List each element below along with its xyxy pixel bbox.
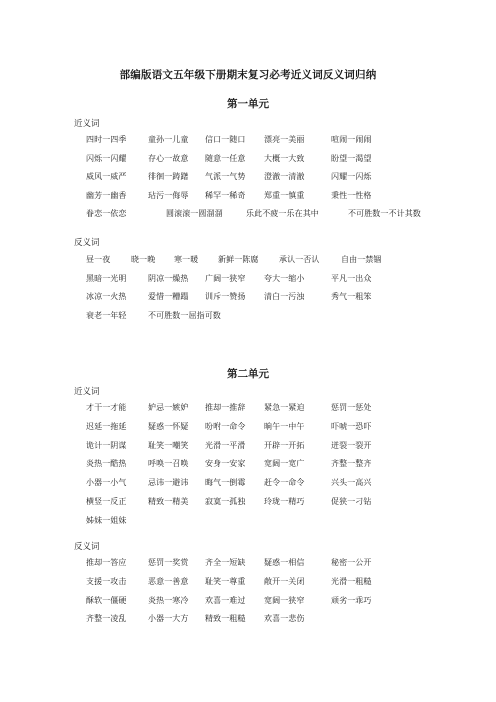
word-pair: 气派一气势 (205, 172, 246, 181)
word-pair: 支援一攻击 (86, 576, 127, 586)
unit1-antonym-label: 反义词 (74, 238, 100, 248)
unit2-synonym-label: 近义词 (74, 387, 100, 397)
word-pair: 赶令一命令 (264, 478, 305, 488)
word-pair: 诡计一阴谋 (86, 440, 127, 450)
word-pair: 顽劣一乖巧 (331, 595, 372, 605)
word-pair: 炎热一酷热 (86, 459, 127, 469)
word-pair: 秘密一公开 (331, 558, 372, 567)
word-pair: 疑惑一相信 (264, 558, 305, 567)
word-pair: 阴凉一燥热 (148, 273, 189, 283)
word-pair: 兴头一高兴 (331, 478, 372, 488)
word-pair: 清白一污浊 (264, 292, 305, 301)
word-pair: 不可胜数一不计其数 (348, 209, 421, 218)
unit2-antonym-label: 反义词 (74, 542, 100, 552)
word-pair: 惩罚一奖赏 (148, 558, 189, 567)
word-pair: 郑重一慎重 (264, 190, 305, 200)
word-pair: 推却一答应 (86, 558, 127, 567)
word-pair: 光滑一粗糙 (331, 576, 372, 586)
word-pair: 吩咐一命令 (205, 421, 246, 431)
word-pair: 妒忌一嫉妒 (148, 403, 189, 412)
word-pair: 童孙一儿童 (148, 135, 189, 144)
word-pair: 晦气一倒霉 (205, 478, 246, 488)
word-pair: 迟延一拖延 (86, 421, 127, 431)
word-pair: 晌午一中午 (264, 421, 305, 431)
word-pair: 不可胜数一屈指可数 (148, 310, 221, 320)
word-pair: 承认一否认 (279, 255, 320, 264)
word-pair: 乐此不疲一乐在其中 (246, 209, 319, 218)
word-pair: 爱惜一糟蹋 (148, 292, 189, 301)
word-pair: 欢喜一难过 (205, 595, 246, 605)
word-pair: 吓唬一恐吓 (331, 421, 372, 431)
word-pair: 衰老一年轻 (86, 310, 127, 320)
word-pair: 漂亮一美丽 (264, 135, 305, 144)
word-pair: 姊妹一姐妹 (86, 515, 127, 525)
word-pair: 眷恋一依恋 (86, 209, 127, 218)
word-pair: 齐整一整齐 (331, 459, 372, 469)
word-pair: 安身一安家 (205, 459, 246, 469)
word-pair: 推却一推辞 (205, 403, 246, 412)
word-pair: 精致一精美 (148, 497, 189, 506)
word-pair: 稀罕一稀奇 (205, 190, 246, 200)
word-pair: 随意一任意 (205, 153, 246, 163)
word-pair: 呼唤一召唤 (148, 459, 189, 469)
word-pair: 威风一威严 (86, 172, 127, 181)
word-pair: 耻笑一尊重 (205, 576, 246, 586)
word-pair: 宽阔一宽广 (264, 459, 305, 469)
word-pair: 存心一故意 (148, 153, 189, 163)
unit1-title: 第一单元 (227, 98, 269, 110)
word-pair: 昼一夜 (86, 255, 111, 264)
word-pair: 促狭一刁钻 (331, 497, 372, 506)
word-pair: 忌讳一避讳 (148, 478, 189, 488)
word-pair: 新鲜一陈腐 (218, 255, 259, 264)
word-pair: 冰凉一火热 (86, 292, 127, 301)
word-pair: 平凡一出众 (331, 273, 372, 283)
word-pair: 自由一禁锢 (341, 255, 382, 264)
word-pair: 四时一四季 (86, 135, 127, 144)
word-pair: 小器一大方 (148, 614, 189, 624)
word-pair: 恶意一善意 (148, 576, 189, 586)
word-pair: 信口一随口 (205, 135, 246, 144)
word-pair: 寂寞一孤独 (205, 497, 246, 506)
unit1-synonym-label: 近义词 (74, 119, 100, 129)
word-pair: 秉性一性格 (331, 190, 372, 200)
word-pair: 紧急一紧迫 (264, 403, 305, 412)
word-pair: 广阔一狭窄 (205, 273, 246, 283)
word-pair: 光滑一平滑 (205, 440, 246, 450)
word-pair: 圆滚滚一圆溜溜 (166, 209, 223, 218)
word-pair: 耻笑一嘲笑 (148, 440, 189, 450)
word-pair: 酥软一僵硬 (86, 595, 127, 605)
word-pair: 迸裂一裂开 (331, 440, 372, 450)
word-pair: 宽阔一狭窄 (264, 595, 305, 605)
word-pair: 盼望一渴望 (331, 153, 372, 163)
word-pair: 玷污一侮辱 (148, 190, 189, 200)
word-pair: 惩罚一惩处 (331, 403, 372, 412)
word-pair: 夸大一缩小 (264, 273, 305, 283)
word-pair: 徘徊一踌躇 (148, 172, 189, 181)
word-pair: 开辟一开拓 (264, 440, 305, 450)
word-pair: 澄澈一清澈 (264, 172, 305, 181)
word-pair: 喧闹一闹闹 (331, 135, 372, 144)
word-pair: 敞开一关闭 (264, 576, 305, 586)
word-pair: 黑暗一光明 (86, 273, 127, 283)
word-pair: 大概一大致 (264, 153, 305, 163)
word-pair: 玲珑一精巧 (264, 497, 305, 506)
word-pair: 秀气一粗笨 (331, 292, 372, 301)
word-pair: 疑惑一怀疑 (148, 421, 189, 431)
word-pair: 精致一粗糙 (205, 614, 246, 624)
word-pair: 晓一晚 (131, 255, 156, 264)
word-pair: 训斥一赞扬 (205, 292, 246, 301)
word-pair: 炎热一寒冷 (148, 595, 189, 605)
unit2-title: 第二单元 (227, 368, 269, 380)
word-pair: 闪耀一闪烁 (331, 172, 372, 181)
word-pair: 才干一才能 (86, 403, 127, 412)
word-pair: 欢喜一悲伤 (264, 614, 305, 624)
word-pair: 寒一暖 (174, 255, 199, 264)
word-pair: 小器一小气 (86, 478, 127, 488)
word-pair: 幽芳一幽香 (86, 190, 127, 200)
document-title: 部编版语文五年级下册期末复习必考近义词反义词归纳 (119, 69, 377, 81)
word-pair: 齐全一短缺 (205, 558, 246, 567)
word-pair: 齐整一凌乱 (86, 614, 127, 624)
word-pair: 横竖一反正 (86, 497, 127, 506)
word-pair: 闪烁一闪耀 (86, 153, 127, 163)
